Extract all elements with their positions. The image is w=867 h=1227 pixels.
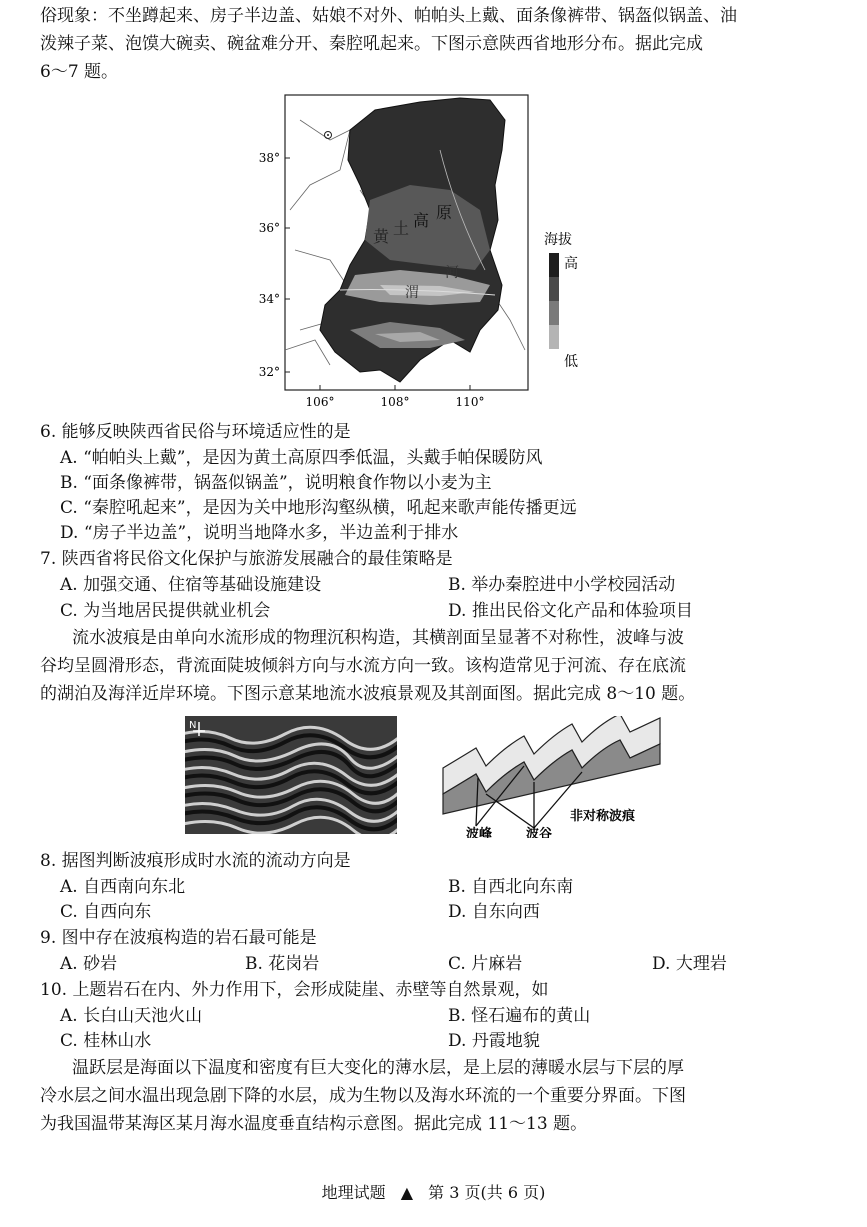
trough-label: 波谷 (526, 827, 553, 838)
lon-label: 110° (455, 395, 485, 409)
region-char: 土 (393, 219, 410, 238)
ripple-profile-svg (438, 716, 668, 838)
intro1-line2: 泼辣子菜、泡馍大碗卖、碗盆难分开、秦腔吼起来。下图示意陕西省地形分布。据此完成 (40, 34, 703, 54)
lon-label: 106° (305, 395, 335, 409)
lon-label: 108° (380, 395, 410, 409)
q10-option-b: B. 怪石遍布的黄山 (448, 1006, 591, 1026)
intro2-line1: 流水波痕是由单向水流形成的物理沉积构造，其横剖面呈显著不对称性，波峰与波 (72, 628, 684, 648)
q10-option-c: C. 桂林山水 (60, 1031, 152, 1051)
q8-option-b: B. 自西北向东南 (448, 877, 574, 897)
legend-swatch-3 (549, 301, 559, 325)
intro1-line1: 俗现象：不坐蹲起来、房子半边盖、姑娘不对外、帕帕头上戴、面条像裤带、锅盔似锅盖、油 (40, 6, 737, 26)
q10-stem: 10. 上题岩石在内、外力作用下，会形成陡崖、赤壁等自然景观，如 (40, 980, 549, 1000)
q7-option-d: D. 推出民俗文化产品和体验项目 (448, 601, 693, 621)
lat-label: 34° (258, 292, 280, 306)
q9-option-b: B. 花岗岩 (245, 954, 320, 974)
q6-option-d: D. “房子半边盖”，说明当地降水多，半边盖利于排水 (60, 523, 459, 543)
peak-label: 波峰 (466, 827, 493, 838)
triangle-icon: ▲ (400, 1183, 414, 1202)
q8-option-a: A. 自西南向东北 (60, 877, 186, 897)
q8-option-d: D. 自东向西 (448, 902, 540, 922)
legend-title: 海拔 (544, 232, 572, 248)
region-char: 黄 (373, 227, 390, 246)
legend-swatch-2 (549, 277, 559, 301)
shaanxi-terrain-map (240, 90, 620, 410)
q9-stem: 9. 图中存在波痕构造的岩石最可能是 (40, 928, 317, 948)
legend-low: 低 (564, 354, 578, 370)
lat-label: 32° (258, 365, 280, 379)
intro3-line2: 冷水层之间水温出现急剧下降的水层，成为生物以及海水环流的一个重要分界面。下图 (40, 1086, 686, 1106)
footer-subject: 地理试题 (321, 1183, 386, 1202)
lat-label: 38° (258, 151, 280, 165)
region-char: 原 (436, 203, 453, 222)
intro1-line3: 6～7 题。 (40, 62, 119, 82)
ripple-photo (185, 716, 397, 834)
intro2-line2: 谷均呈圆滑形态，背流面陡坡倾斜方向与水流方向一致。该构造常见于河流、存在底流 (40, 656, 686, 676)
north-label: N (189, 720, 197, 731)
intro3-line1: 温跃层是海面以下温度和密度有巨大变化的薄水层，是上层的薄暖水层与下层的厚 (72, 1058, 684, 1078)
q7-stem: 7. 陕西省将民俗文化保护与旅游发展融合的最佳策略是 (40, 549, 453, 569)
intro3-line3: 为我国温带某海区某月海水温度垂直结构示意图。据此完成 11～13 题。 (40, 1114, 588, 1134)
ripple-photo-svg (185, 716, 397, 834)
q8-stem: 8. 据图判断波痕形成时水流的流动方向是 (40, 851, 351, 871)
page-footer (0, 1180, 867, 1203)
footer-page-number: 第 3 页(共 6 页) (428, 1183, 546, 1202)
intro2-line3: 的湖泊及海洋近岸环境。下图示意某地流水波痕景观及其剖面图。据此完成 8～10 题。 (40, 684, 696, 704)
region-char: 高 (413, 211, 430, 230)
q6-stem: 6. 能够反映陕西省民俗与环境适应性的是 (40, 422, 351, 442)
q7-option-c: C. 为当地居民提供就业机会 (60, 601, 271, 621)
q6-option-b: B. “面条像裤带，锅盔似锅盖”，说明粮食作物以小麦为主 (60, 473, 492, 493)
q7-option-b: B. 举办秦腔进中小学校园活动 (448, 575, 676, 595)
q9-option-a: A. 砂岩 (60, 954, 118, 974)
map-svg (240, 90, 620, 410)
q9-option-c: C. 片麻岩 (448, 954, 523, 974)
lat-label: 36° (258, 221, 280, 235)
q8-option-c: C. 自西向东 (60, 902, 152, 922)
legend-swatch-4 (549, 325, 559, 349)
q9-option-d: D. 大理岩 (652, 954, 727, 974)
q7-option-a: A. 加强交通、住宿等基础设施建设 (60, 575, 322, 595)
legend-high: 高 (564, 256, 578, 272)
q10-option-d: D. 丹霞地貌 (448, 1031, 540, 1051)
asym-ripple-label: 非对称波痕 (570, 809, 636, 824)
legend-swatch-1 (549, 253, 559, 277)
q6-option-a: A. “帕帕头上戴”，是因为黄土高原四季低温，头戴手帕保暖防风 (60, 448, 543, 468)
ripple-profile-diagram (438, 716, 668, 838)
river-char: 河 (445, 265, 459, 281)
q10-option-a: A. 长白山天池火山 (60, 1006, 203, 1026)
q6-option-c: C. “秦腔吼起来”，是因为关中地形沟壑纵横，吼起来歌声能传播更远 (60, 498, 577, 518)
river-char: 渭 (405, 285, 419, 301)
